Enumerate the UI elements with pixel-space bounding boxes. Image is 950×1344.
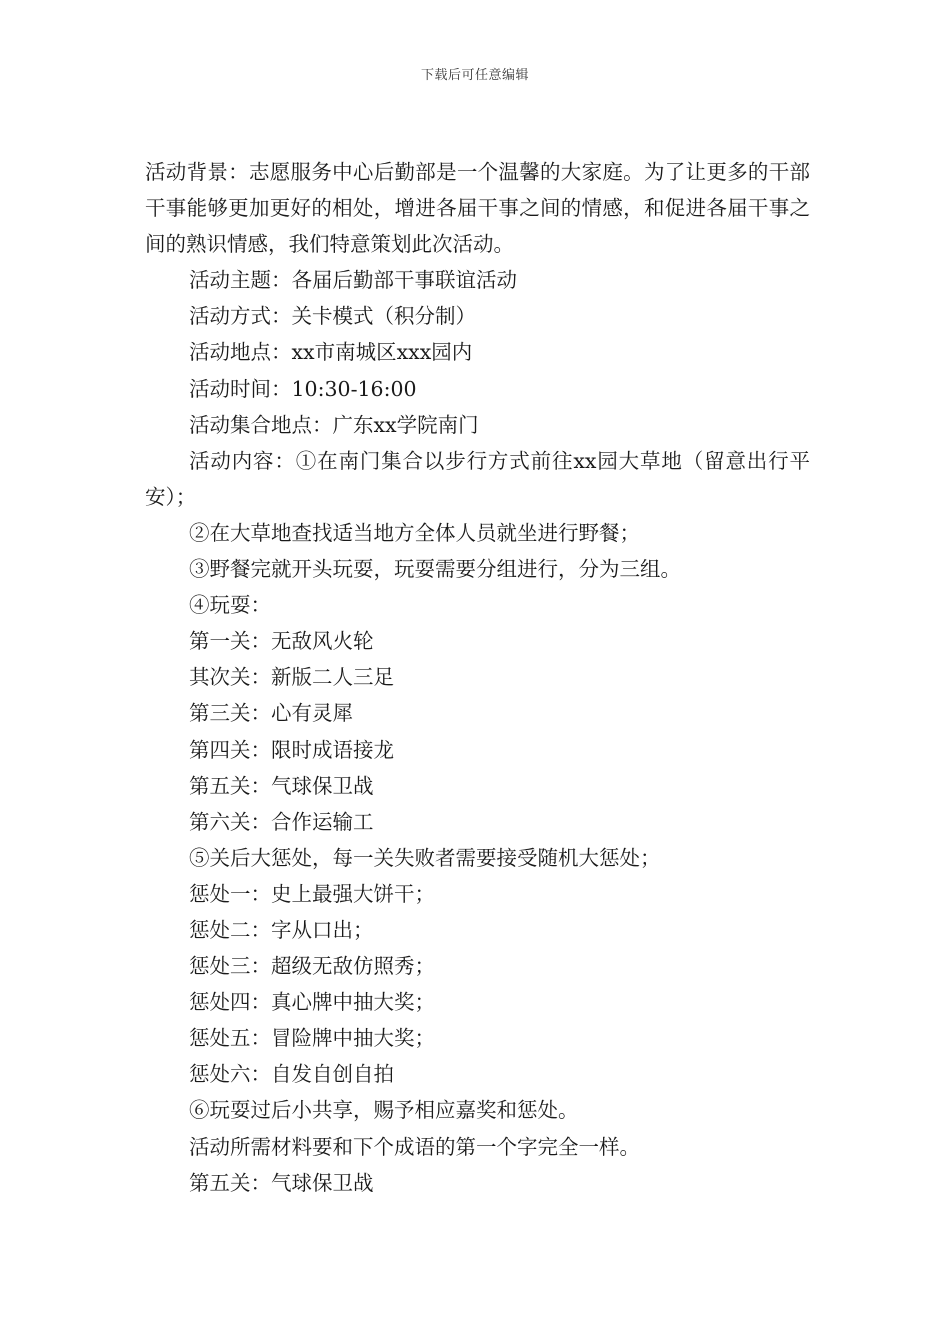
time-line: 活动时间：10:30-16:00	[189, 376, 417, 401]
punishment-line: 惩处六：自发自创自拍	[189, 1062, 394, 1087]
mode-line: 活动方式：关卡模式（积分制）	[189, 304, 476, 329]
step-2-line: ②在大草地查找适当地方全体人员就坐进行野餐；	[189, 520, 640, 545]
background-paragraph: 活动背景：志愿服务中心后勤部是一个温馨的大家庭。为了让更多的干部干事能够更加更好的相处，增进各届干事之间的情感，和促进各届干事之间的熟识情感，我们特意策划此次活动。	[145, 160, 810, 257]
materials-line: 活动所需材料要和下个成语的第一个字完全一样。	[189, 1134, 640, 1159]
step-3-line: ③野餐完就开头玩耍，玩耍需要分组进行，分为三组。	[189, 557, 681, 582]
punishment-line: 惩处二：字从口出；	[189, 917, 374, 942]
punishment-line: 惩处三：超级无敌仿照秀；	[189, 954, 435, 979]
punishment-line: 惩处一：史上最强大饼干；	[189, 881, 435, 906]
step-5-line: ⑤关后大惩处，每一关失败者需要接受随机大惩处；	[189, 845, 661, 870]
step-4-line: ④玩耍：	[189, 593, 271, 618]
content-intro-paragraph: 活动内容：①在南门集合以步行方式前往xx园大草地（留意出行平安）；	[145, 448, 810, 509]
punishment-line: 惩处五：冒险牌中抽大奖；	[189, 1026, 435, 1051]
level-line: 第五关：气球保卫战	[189, 773, 374, 798]
location-line: 活动地点：xx市南城区xxx园内	[189, 340, 473, 365]
level-line: 第一关：无敌风火轮	[189, 629, 374, 654]
level-line: 其次关：新版二人三足	[189, 665, 394, 690]
level-line: 第六关：合作运输工	[189, 809, 374, 834]
step-6-line: ⑥玩耍过后小共享，赐予相应嘉奖和惩处。	[189, 1098, 579, 1123]
level-line: 第三关：心有灵犀	[189, 701, 353, 726]
punishment-line: 惩处四：真心牌中抽大奖；	[189, 990, 435, 1015]
page-header: 下载后可任意编辑	[420, 68, 529, 83]
document-body	[145, 154, 810, 1201]
level-line: 第四关：限时成语接龙	[189, 737, 394, 762]
theme-line: 活动主题：各届后勤部干事联谊活动	[189, 268, 517, 293]
closing-level-line: 第五关：气球保卫战	[189, 1170, 374, 1195]
meeting-point-line: 活动集合地点：广东xx学院南门	[189, 412, 479, 437]
